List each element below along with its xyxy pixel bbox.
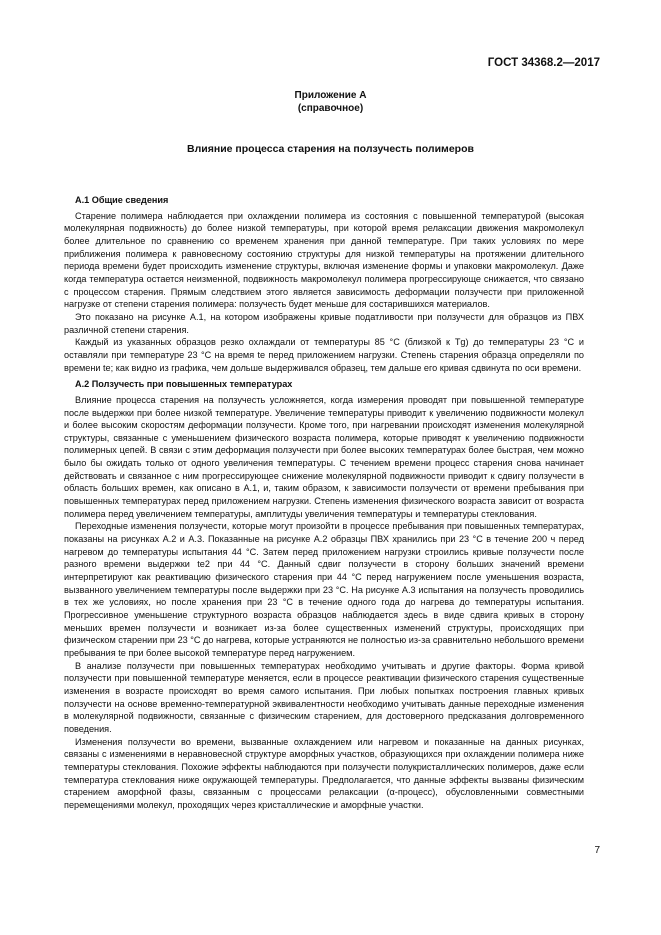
paragraph: В анализе ползучести при повышенных температурах необходимо учитывать и другие факторы. Форма кривой ползучести при повышенной температуре меняется, если в процессе реактивации физического старения существенные изменения в возрасте происходят во время самого испытания. При любых попытках построения главных кривых ползучести на основе временно-температурной эквивалентности необходимо учитывать данные переходные изменения в молекулярной подвижности, связанные с физическим старением, для достоверного предсказания долговременного поведения.	[64, 660, 584, 734]
page-number: 7	[594, 845, 600, 856]
appendix-label: Приложение А	[294, 90, 367, 101]
paragraph: Это показано на рисунке А.1, на котором изображены кривые податливости при ползучести для образцов из ПВХ различной степени старения.	[64, 311, 584, 335]
paragraph: Изменения ползучести во времени, вызванные охлаждением или нагревом и показанные на данных рисунках, связаны с изменениями в неравновесной структуре аморфных участков, образующихся при охлаждении полимера ниже температуры стеклования. Похожие эффекты наблюдаются при ползучести полукристаллических полимеров, даже если температура стеклования ниже окружающей температуры. Предполагается, что данные эффекты вызваны физическим старением аморфной фазы, связанным с процессами релаксации (α-процесс), обусловленными совместными перемещениями молекул, проходящих через кристаллические и аморфные участки.	[64, 736, 584, 810]
paragraph: Переходные изменения ползучести, которые могут произойти в процессе пребывания при повышенных температурах, показаны на рисунках А.2 и А.3. Показанные на рисунке А.2 образцы ПВХ хранились при 23 °С в течение 200 ч перед нагревом до температуры испытания 44 °С. Затем перед приложением нагрузки строились кривые ползучести после разного времени выдержки te2 при 44 °С. Данный сдвиг ползучести в сторону больших значений времени интерпретируют как реактивацию физического старения при 44 °С перед нагружением после уменьшения возраста, вызванного увеличением температуры после выдержки при 23 °С. На рисунке А.3 испытания на ползучесть проводились в тех же условиях, но после хранения при 23 °С в течение одного года до нагрева до температуры испытания. Прогрессивное уменьшение структурного возраста образцов наблюдается здесь в виде сдвига кривых в сторону меньших времен ползучести и возникает из-за более существенных изменений структуры, происходящих при физическом старении при 23 °С до нагрева, которые устраняются не полностью из-за сравнительно небольшого времени пребывания te при более высокой температуре перед нагружением.	[64, 521, 584, 658]
paragraph: Каждый из указанных образцов резко охлаждали от температуры 85 °С (близкой к Tg) до температуры 23 °С и оставляли при температуре 23 °С на время te перед приложением нагрузки. Степень старения образца определяли по времени te; как видно из графика, чем дольше выдерживался образец, тем дальше его кривая сдвинута по оси времени.	[64, 337, 584, 373]
paragraph: Старение полимера наблюдается при охлаждении полимера из состояния с повышенной температурой (высокая молекулярная подвижность) до более низкой температуры, при которой время релаксации движения макромолекул более длительное по сравнению со временем хранения при данной температуре. При таких условиях по мере приближения полимера к равновесному состоянию структуры для низкой температуры на протяжении длительного периода времени будет происходить изменение структуры, включая изменение формы и упаковки макромолекул. Даже когда температура остается неизменной, подвижность макромолекул полимера прогрессирующе снижается, что связано с процессом старения. Прямым следствием этого является зависимость деформации ползучести при приложенной нагрузке от степени старения полимера: ползучесть будет меньше для состарившихся материалов.	[64, 210, 584, 310]
document-body	[64, 194, 584, 812]
section-heading: А.1 Общие сведения	[75, 195, 169, 205]
appendix-type: (справочное)	[297, 103, 364, 114]
paragraph: Влияние процесса старения на ползучесть усложняется, когда измерения проводят при повышенной температуре после выдержки при более низкой температуре. Увеличение температуры приводит к увеличению подвижности молекул и более высоким скоростям деформации ползучести. Кроме того, при нагревании происходят изменения молекулярной структуры, связанные с уменьшением физического возраста полимера, которые приводят к увеличению подвижности полимерных цепей. В связи с этим деформация ползучести при более высоких температурах более быстрая, чем можно было бы ожидать только от одного увеличения температуры. С течением времени процесс старения снова начинает действовать и связанное с ним прогрессирующее снижение молекулярной подвижности приводит к сдвигу ползучести в область больших времен, как описано в А.1, и, таким образом, к зависимости ползучести от времени пребывания при повышенных температурах перед приложением нагрузки. Степень изменения физического возраста зависит от возраста полимера перед увеличением температуры, амплитуды увеличения температуры и температуры стеклования.	[64, 394, 584, 519]
section-a2	[64, 378, 584, 811]
section-a1	[64, 194, 584, 374]
standard-number: ГОСТ 34368.2—2017	[487, 57, 600, 69]
appendix-title: Влияние процесса старения на ползучесть полимеров	[187, 143, 474, 155]
section-heading: А.2 Ползучесть при повышенных температурах	[75, 379, 293, 390]
